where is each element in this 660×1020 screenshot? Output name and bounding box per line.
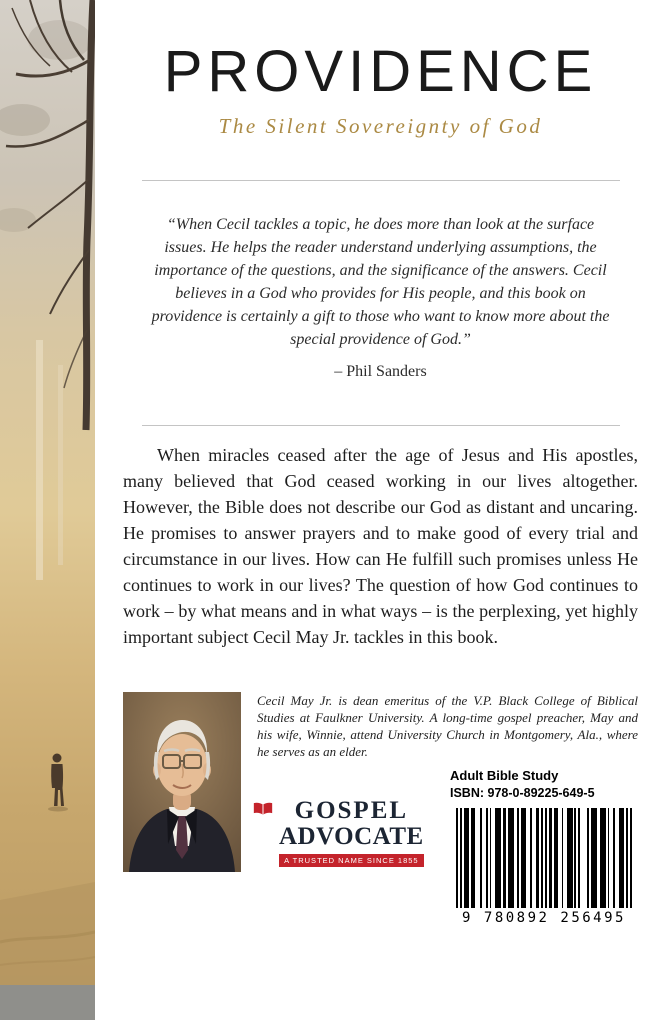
publisher-name-line2: ADVOCATE <box>279 823 424 850</box>
book-description: When miracles ceased after the age of Jesus and His apostles, many believed that God ceased working in our lives altogether. However, the Bible does not describe our God as distant and uncaring. He promises to answer prayers and to make good of every trial and circumstance in our lives. How can He fulfill such promises unless He continues to work in our lives? The question of how God continues to work – by what means and in what ways – is the perplexing, yet highly important subject Cecil May Jr. tackles in this book. <box>123 445 638 647</box>
publisher-logo <box>279 798 424 867</box>
book-subtitle: The Silent Sovereignty of God <box>218 114 543 138</box>
open-book-icon <box>253 802 273 821</box>
publisher-name-line1: GOSPEL <box>294 797 409 824</box>
category-label: Adult Bible Study <box>450 768 559 783</box>
divider-middle <box>142 425 620 426</box>
publisher-and-barcode-row <box>257 768 638 928</box>
nature-photo-illustration <box>0 0 95 1020</box>
author-section <box>123 692 638 928</box>
endorsement-quote: “When Cecil tackles a topic, he does more than look at the surface issues. He helps the reader understand underlying assumptions, the importance of the questions, and the significance of the answers. Cecil believes in a God who provides for His people, and this book on providence is certainly a gift to those who want to know more about the special providence of God.” <box>151 216 610 348</box>
cover-photo-strip <box>0 0 95 1020</box>
divider-top <box>142 180 620 181</box>
author-bio: Cecil May Jr. is dean emeritus of the V.P. Black College of Biblical Studies at Faulkner University. A long-time gospel preacher, May and his wife, Winnie, attend University Church in Montgomery, Ala., where he serves as an elder. <box>257 693 638 759</box>
isbn-label: ISBN: 978-0-89225-649-5 <box>450 786 595 800</box>
author-info <box>241 692 638 928</box>
book-title: PROVIDENCE <box>163 39 598 104</box>
publisher-tagline: A TRUSTED NAME SINCE 1855 <box>279 854 424 867</box>
barcode-block <box>450 768 638 928</box>
barcode-number: 9 780892 256495 <box>462 910 626 926</box>
barcode <box>450 806 638 928</box>
author-photo <box>123 692 241 872</box>
cover-content <box>95 0 660 1020</box>
endorsement-attribution: – Phil Sanders <box>334 363 427 380</box>
barcode-bars <box>455 808 633 908</box>
author-portrait-illustration <box>123 692 241 872</box>
